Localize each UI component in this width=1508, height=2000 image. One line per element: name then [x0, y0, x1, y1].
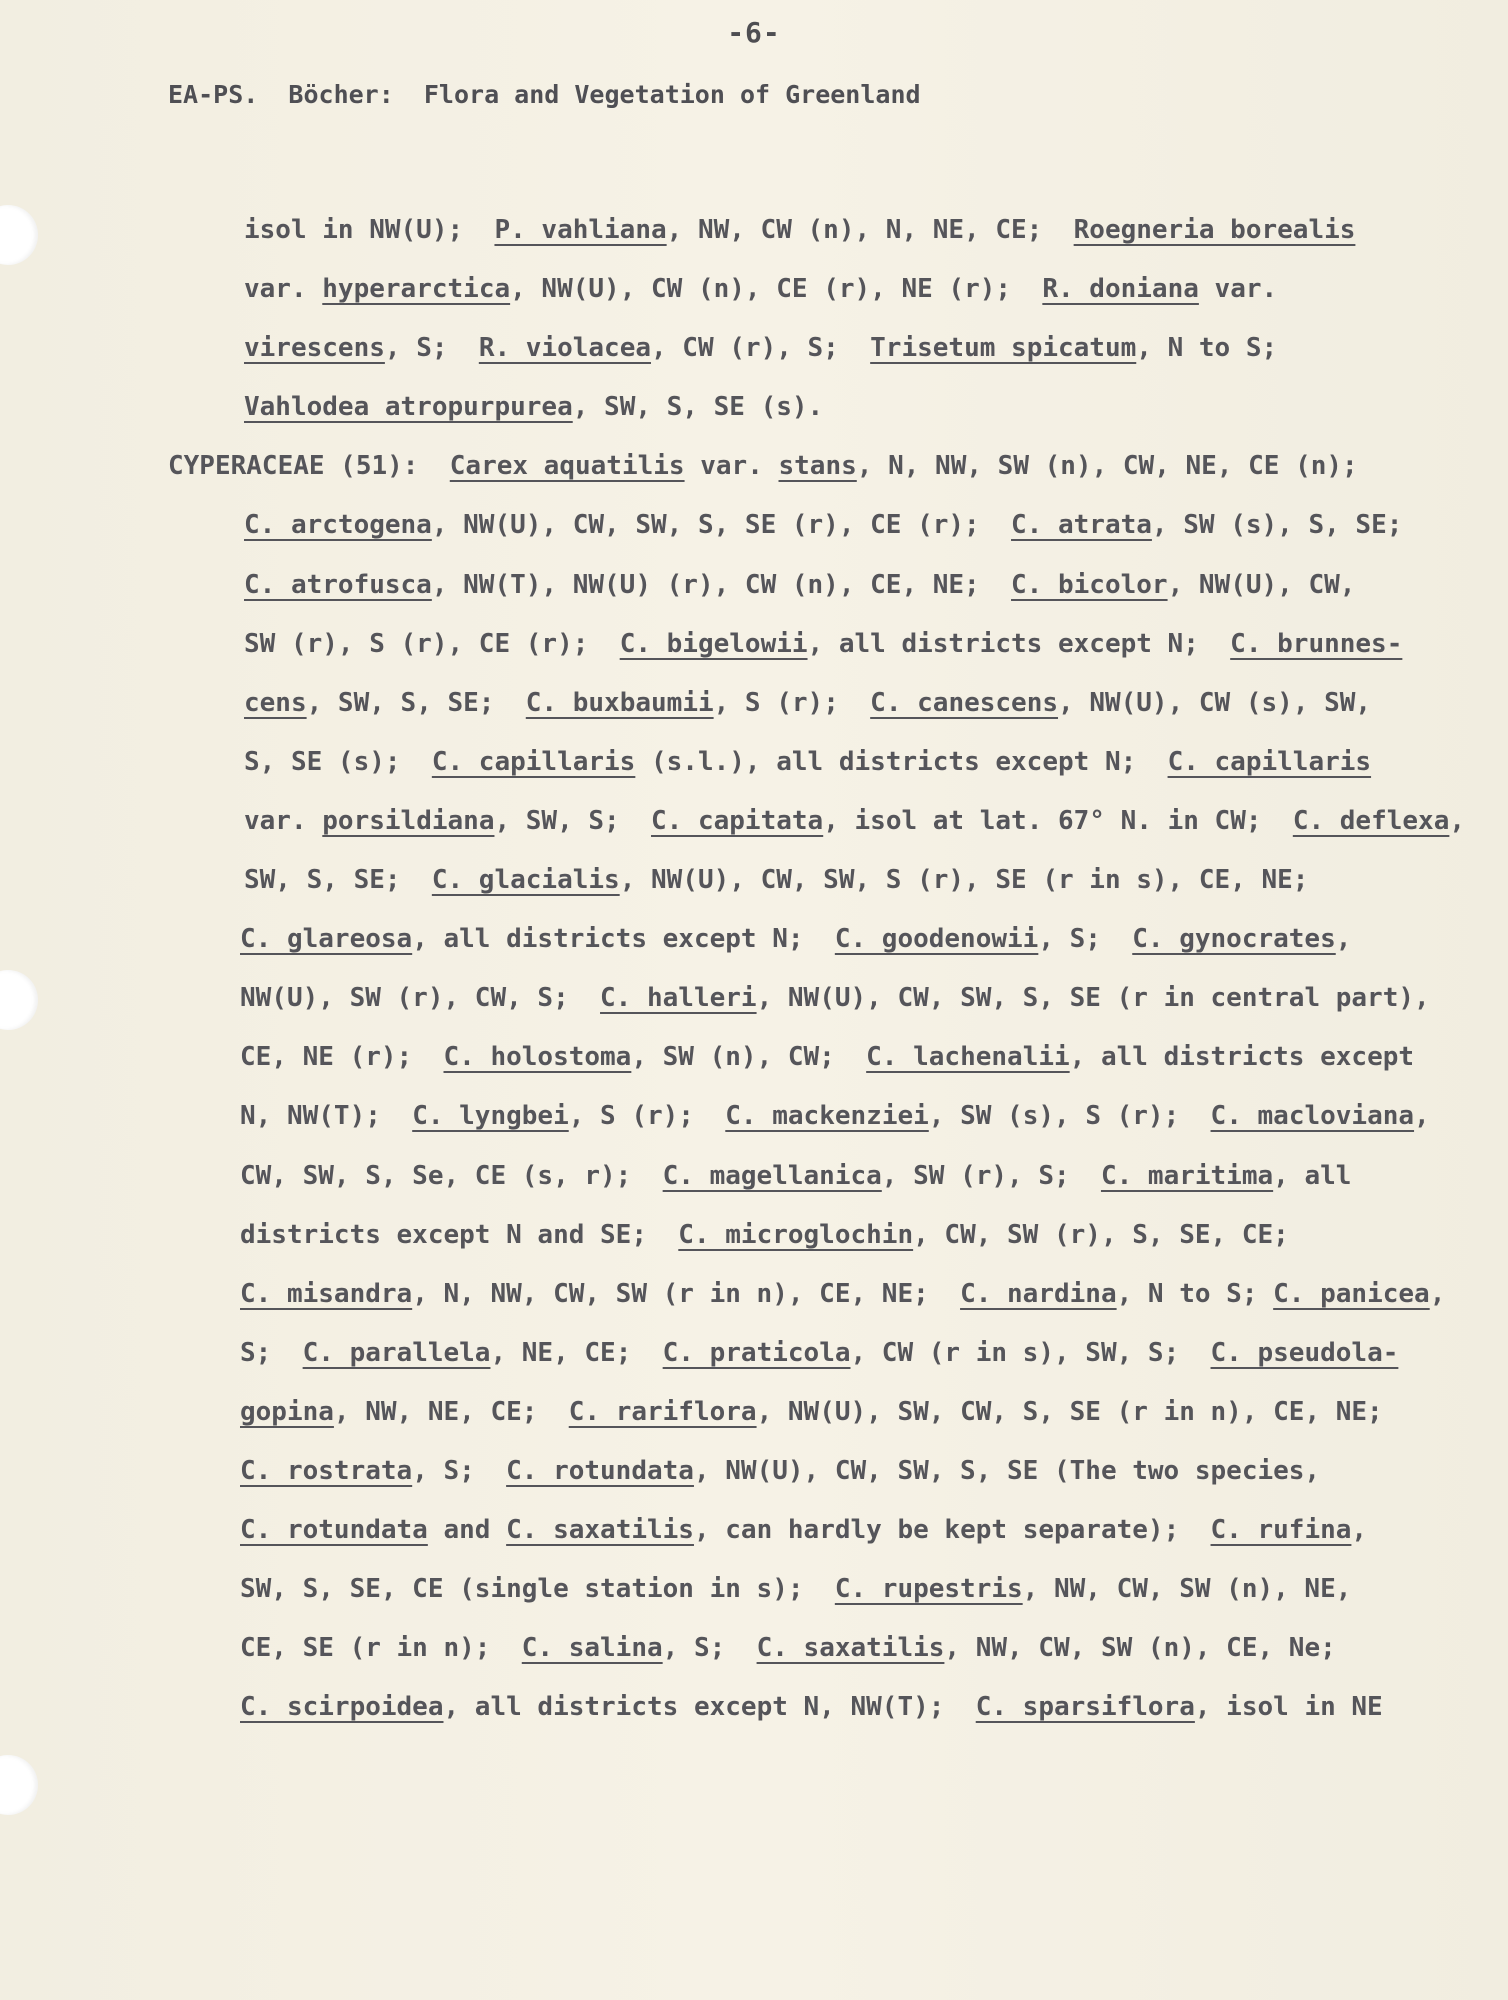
- text-segment: ,: [1414, 1101, 1430, 1132]
- text-segment: CYPERACEAE (51):: [168, 451, 450, 482]
- text-segment: , all districts except N;: [807, 628, 1231, 659]
- text-segment: (s.l.), all districts except N;: [635, 746, 1168, 777]
- taxon-name: C. lachenalii: [866, 1042, 1070, 1073]
- taxon-name: C. salina: [521, 1633, 663, 1664]
- taxon-name: hyperarctica: [322, 274, 511, 305]
- taxon-name: C. parallela: [302, 1337, 491, 1368]
- text-line: [0, 969, 1508, 1028]
- text-line: [0, 1560, 1508, 1619]
- text-segment: , NW(T), NW(U) (r), CW (n), CE, NE;: [431, 569, 1012, 600]
- text-line: [0, 733, 1508, 792]
- text-segment: , N, NW, SW (n), CW, NE, CE (n);: [856, 451, 1358, 482]
- text-segment: , SW (s), S, SE;: [1151, 510, 1403, 541]
- text-line: [0, 378, 1508, 437]
- taxon-name: Roegneria borealis: [1073, 215, 1356, 245]
- taxon-name: C. deflexa: [1292, 805, 1450, 836]
- text-segment: , S;: [1038, 924, 1133, 955]
- taxon-name: C. praticola: [662, 1337, 851, 1368]
- taxon-name: C. magellanica: [662, 1160, 882, 1191]
- taxon-name: C. glacialis: [431, 865, 620, 896]
- text-segment: , NW(U), CW,: [1167, 569, 1356, 600]
- text-segment: , NW, CW (n), N, NE, CE;: [666, 215, 1074, 245]
- text-segment: , can hardly be kept separate);: [693, 1515, 1211, 1546]
- text-line: [0, 1619, 1508, 1678]
- text-segment: ,: [1351, 1515, 1368, 1546]
- text-segment: ,: [1449, 805, 1466, 836]
- taxon-name: C. lyngbei: [412, 1101, 569, 1132]
- text-segment: , all districts except N, NW(T);: [443, 1692, 976, 1723]
- text-line: [0, 1028, 1508, 1087]
- text-segment: , NW(U), CW (n), CE (r), NE (r);: [510, 274, 1043, 305]
- text-segment: ,: [1335, 924, 1352, 955]
- taxon-name: gopina: [240, 1396, 334, 1427]
- text-segment: , NW(U), CW, SW, S, SE (r in central part),: [756, 983, 1430, 1014]
- taxon-name: C. microglochin: [678, 1219, 914, 1250]
- taxon-name: C. rostrata: [240, 1455, 413, 1486]
- taxon-name: C. capillaris: [1167, 746, 1372, 777]
- text-segment: , NW(U), CW, SW, S, SE (r), CE (r);: [431, 510, 1012, 541]
- text-segment: ,: [1429, 1278, 1446, 1309]
- taxon-name: R. doniana: [1042, 274, 1199, 305]
- body-text: [0, 201, 1508, 1737]
- text-line: [0, 674, 1508, 733]
- taxon-name: C. macloviana: [1210, 1101, 1415, 1132]
- taxon-name: stans: [778, 451, 857, 482]
- taxon-name: C. rotundata: [506, 1455, 694, 1486]
- taxon-name: C. mackenziei: [725, 1101, 929, 1132]
- taxon-name: C. capitata: [651, 805, 824, 836]
- text-segment: S, SE (s);: [244, 746, 432, 777]
- text-line: [0, 1324, 1508, 1383]
- text-segment: and: [427, 1515, 507, 1546]
- taxon-name: C. buxbaumii: [525, 687, 714, 718]
- taxon-name: C. canescens: [870, 687, 1059, 718]
- text-segment: , S;: [412, 1455, 507, 1486]
- text-line: [0, 851, 1508, 910]
- text-segment: , NW(U), SW, CW, S, SE (r in n), CE, NE;: [756, 1396, 1383, 1427]
- text-line: [0, 615, 1508, 674]
- text-segment: , NW, NE, CE;: [333, 1396, 569, 1427]
- taxon-name: Vahlodea atropurpurea: [244, 392, 573, 423]
- text-line: [0, 1501, 1508, 1560]
- text-segment: , NW(U), CW, SW, S (r), SE (r in s), CE, NE;: [619, 865, 1309, 896]
- text-segment: var.: [244, 274, 323, 305]
- text-segment: , CW (r), S;: [651, 333, 871, 364]
- text-segment: , NW, CW, SW (n), NE,: [1022, 1574, 1352, 1605]
- text-segment: , S;: [384, 333, 479, 364]
- taxon-name: virescens: [244, 333, 385, 364]
- taxon-name: C. bigelowii: [619, 628, 808, 659]
- taxon-name: C. gynocrates: [1132, 924, 1336, 955]
- text-line: [0, 1383, 1508, 1442]
- taxon-name: cens: [244, 687, 307, 718]
- taxon-name: C. atrata: [1011, 510, 1152, 541]
- taxon-name: C. holostoma: [443, 1042, 632, 1073]
- text-line: [0, 437, 1508, 496]
- text-segment: , N to S;: [1136, 333, 1278, 364]
- text-segment: , SW, S, SE;: [306, 687, 526, 718]
- text-line: [0, 1265, 1508, 1324]
- taxon-name: C. brunnes-: [1230, 628, 1403, 659]
- taxon-name: C. bicolor: [1011, 569, 1168, 600]
- text-segment: , SW (n), CW;: [631, 1042, 867, 1073]
- taxon-name: Carex aquatilis: [449, 451, 685, 482]
- text-segment: NW(U), SW (r), CW, S;: [240, 983, 601, 1014]
- text-segment: SW, S, SE;: [244, 865, 432, 896]
- taxon-name: C. arctogena: [244, 510, 432, 541]
- taxon-name: C. rufina: [1210, 1515, 1352, 1546]
- text-segment: , S (r);: [713, 687, 871, 718]
- text-line: [0, 1087, 1508, 1146]
- taxon-name: C. maritima: [1100, 1160, 1274, 1191]
- taxon-name: C. atrofusca: [244, 569, 432, 600]
- text-line: [0, 201, 1508, 260]
- text-segment: , CW, SW (r), S, SE, CE;: [913, 1219, 1289, 1250]
- text-segment: , N, NW, CW, SW (r in n), CE, NE;: [412, 1278, 961, 1309]
- text-segment: , NW(U), CW, SW, S, SE (The two species,: [693, 1455, 1321, 1486]
- text-segment: SW, S, SE, CE (single station in s);: [240, 1574, 835, 1605]
- taxon-name: C. goodenowii: [834, 924, 1039, 955]
- taxon-name: C. pseudola-: [1210, 1337, 1399, 1368]
- text-segment: , all districts except N;: [412, 924, 835, 955]
- text-segment: N, NW(T);: [240, 1101, 413, 1132]
- text-segment: var.: [1198, 274, 1278, 305]
- text-segment: , CW (r in s), SW, S;: [850, 1337, 1211, 1368]
- text-segment: , all districts except: [1069, 1042, 1415, 1073]
- taxon-name: C. sparsiflora: [975, 1692, 1195, 1723]
- text-line: [0, 1678, 1508, 1737]
- text-segment: var.: [684, 451, 779, 482]
- text-segment: CE, NE (r);: [240, 1042, 444, 1073]
- text-segment: S;: [240, 1337, 303, 1368]
- taxon-name: C. nardina: [960, 1278, 1117, 1309]
- text-line: [0, 910, 1508, 969]
- punch-hole: [0, 1755, 38, 1815]
- text-segment: , S (r);: [568, 1101, 726, 1132]
- taxon-name: C. glareosa: [240, 924, 413, 955]
- taxon-name: C. saxatilis: [506, 1515, 694, 1546]
- text-segment: , N to S;: [1116, 1278, 1274, 1309]
- text-line: [0, 556, 1508, 615]
- text-line: [0, 1147, 1508, 1206]
- taxon-name: C. saxatilis: [756, 1633, 945, 1664]
- text-segment: , isol in NE: [1194, 1692, 1383, 1723]
- taxon-name: C. rotundata: [240, 1515, 428, 1546]
- text-segment: , S;: [662, 1633, 757, 1664]
- text-segment: , NE, CE;: [490, 1337, 663, 1368]
- text-segment: isol in NW(U);: [244, 215, 495, 245]
- text-line: [0, 1442, 1508, 1501]
- taxon-name: C. rariflora: [568, 1396, 757, 1427]
- text-segment: , NW, CW, SW (n), CE, Ne;: [944, 1633, 1336, 1664]
- taxon-name: Trisetum spicatum: [870, 333, 1137, 364]
- text-segment: , SW, S, SE (s).: [572, 392, 824, 423]
- text-segment: CE, SE (r in n);: [240, 1633, 522, 1664]
- taxon-name: C. halleri: [600, 983, 757, 1014]
- text-line: [0, 1206, 1508, 1265]
- taxon-name: R. violacea: [478, 333, 651, 364]
- taxon-name: C. panicea: [1273, 1278, 1430, 1309]
- text-line: [0, 496, 1508, 555]
- text-segment: CW, SW, S, Se, CE (s, r);: [240, 1160, 663, 1191]
- text-segment: , SW (s), S (r);: [928, 1101, 1211, 1132]
- text-segment: var.: [244, 805, 323, 836]
- text-segment: SW (r), S (r), CE (r);: [244, 628, 620, 659]
- taxon-name: C. capillaris: [431, 746, 636, 777]
- text-segment: , NW(U), CW (s), SW,: [1058, 687, 1372, 718]
- running-header: EA-PS. Böcher: Flora and Vegetation of Greenland: [168, 80, 921, 109]
- taxon-name: C. misandra: [240, 1278, 413, 1309]
- page-number: -6-: [727, 16, 781, 49]
- text-line: [0, 260, 1508, 319]
- taxon-name: porsildiana: [322, 805, 495, 836]
- text-segment: districts except N and SE;: [240, 1219, 679, 1250]
- text-segment: , all: [1273, 1160, 1352, 1191]
- text-segment: , isol at lat. 67° N. in CW;: [823, 805, 1293, 836]
- text-line: [0, 319, 1508, 378]
- taxon-name: P. vahliana: [494, 215, 667, 245]
- text-segment: , SW (r), S;: [881, 1160, 1101, 1191]
- text-line: [0, 792, 1508, 851]
- text-segment: , SW, S;: [494, 805, 652, 836]
- taxon-name: C. scirpoidea: [240, 1692, 444, 1723]
- taxon-name: C. rupestris: [834, 1574, 1023, 1605]
